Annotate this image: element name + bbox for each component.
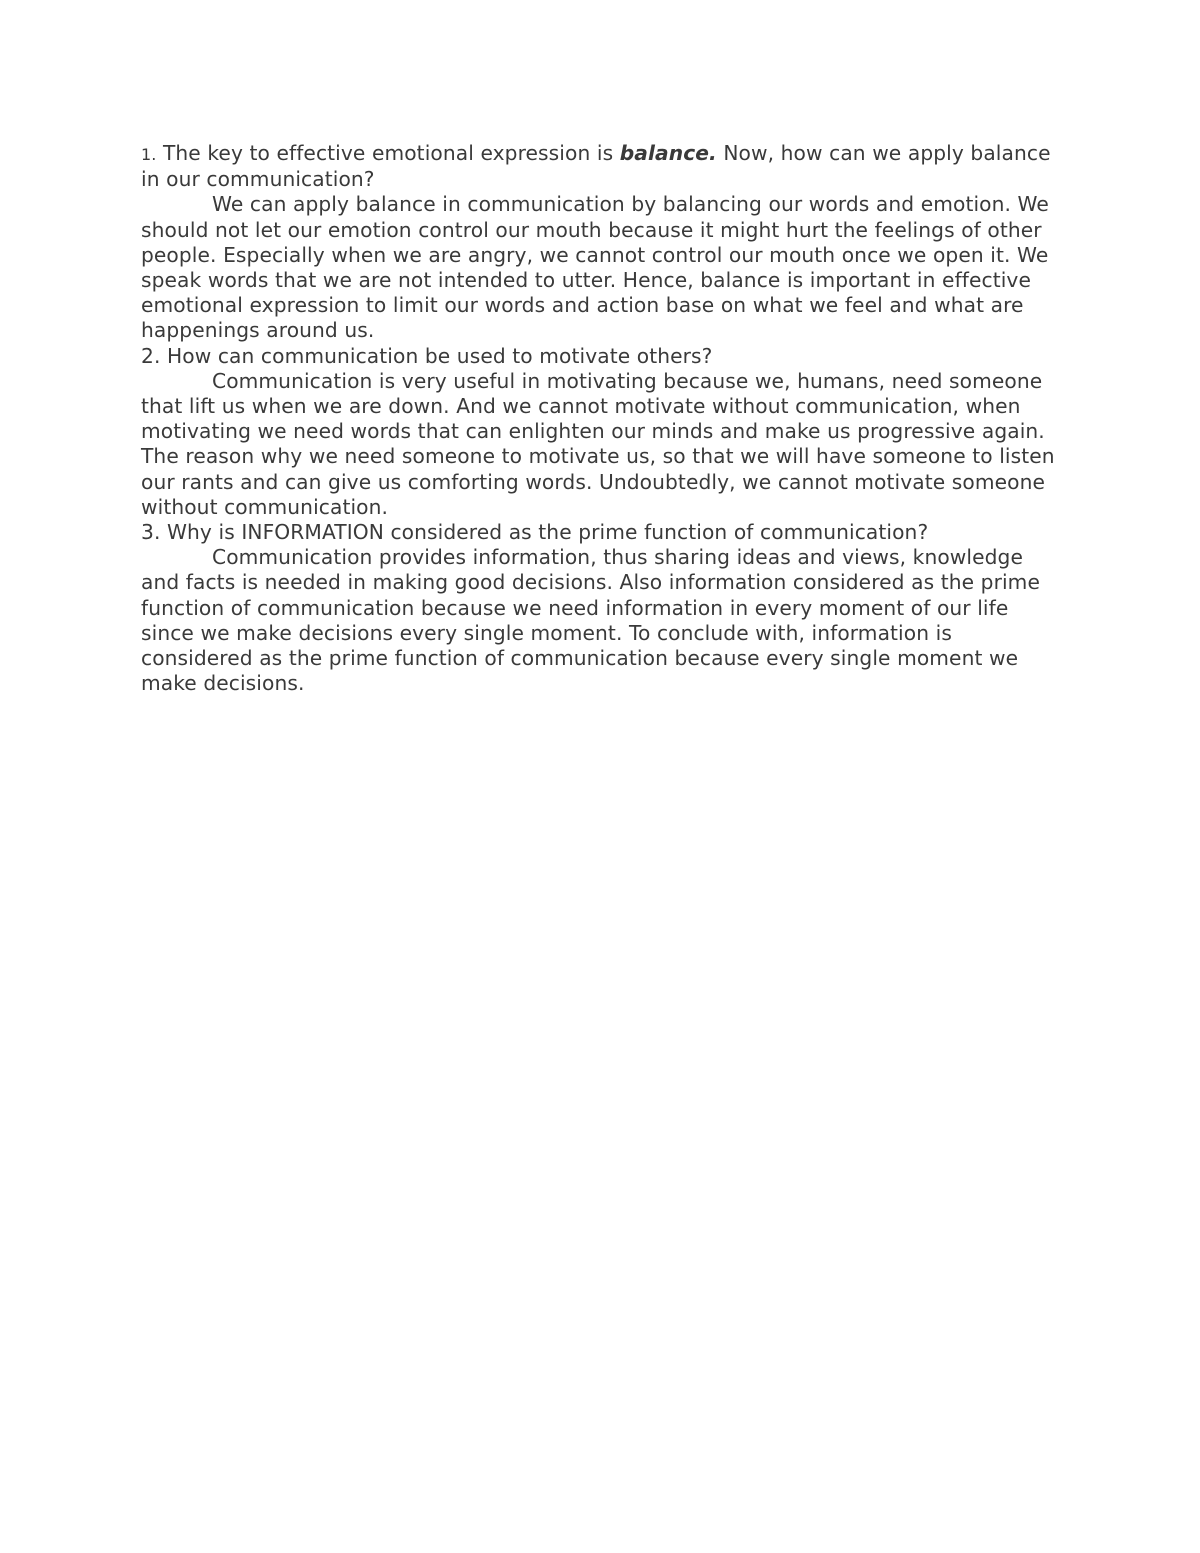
question-1-emphasis: balance.: [619, 141, 717, 165]
question-1-number: 1.: [141, 145, 157, 164]
document-body: [141, 141, 1059, 696]
answer-2: Communication is very useful in motivating because we, humans, need someone that lift us when we are down. And we cannot motivate without communication, when motivating we need words that can enlighten our minds and make us progressive again. The reason why we need someone to motivate us, so that we will have someone to listen our rants and can give us comforting words. Undoubtedly, we cannot motivate someone without communication.: [141, 368, 1055, 519]
question-1-text-before: The key to effective emotional expression is: [156, 141, 620, 165]
answer-1: We can apply balance in communication by balancing our words and emotion. We should not let our emotion control our mouth because it might hurt the feelings of other people. Especially when we are angry, we cannot control our mouth once we open it. We speak words that we are not intended to utter. Hence, balance is important in effective emotional expression to limit our words and action base on what we feel and what are happenings around us.: [141, 192, 1049, 343]
question-2: 2. How can communication be used to motivate others?: [141, 343, 713, 368]
answer-3: Communication provides information, thus sharing ideas and views, knowledge and facts is needed in making good decisions. Also information considered as the prime function of communication because we need information in every moment of our life since we make decisions every single moment. To conclude with, information is considered as the prime function of communication because every single moment we make decisions.: [141, 545, 1040, 696]
question-1-text-after: Now, how can we apply balance in our communication?: [141, 141, 1051, 192]
question-1: [141, 141, 1059, 192]
question-3: 3. Why is INFORMATION considered as the prime function of communication?: [141, 520, 929, 545]
